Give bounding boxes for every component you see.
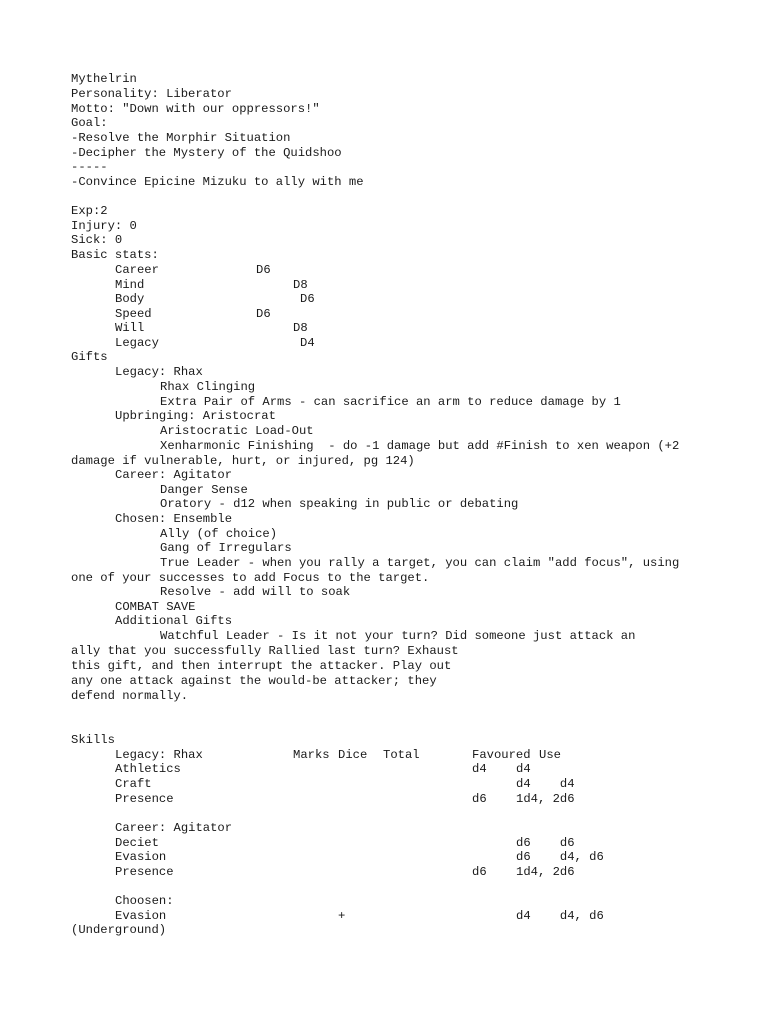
skills-column-header: Marks bbox=[293, 748, 330, 762]
gift-item-continued: ally that you successfully Rallied last turn? Exhaust bbox=[71, 644, 459, 658]
gift-item-continued: this gift, and then interrupt the attacker. Play out bbox=[71, 659, 452, 673]
gift-item-continued: defend normally. bbox=[71, 689, 189, 703]
goal-item: -Convince Epicine Mizuku to ally with me bbox=[71, 175, 364, 189]
gift-item: Rhax Clinging bbox=[160, 380, 256, 394]
skill-name: Presence bbox=[115, 865, 174, 879]
skill-name: Deciet bbox=[115, 836, 159, 850]
gifts-heading: Gifts bbox=[71, 350, 108, 364]
gift-category: Upbringing: Aristocrat bbox=[115, 409, 276, 423]
sick: Sick: 0 bbox=[71, 233, 123, 247]
skill-name: Presence bbox=[115, 792, 174, 806]
gift-item-continued: any one attack against the would-be attacker; they bbox=[71, 674, 437, 688]
gift-item: Resolve - add will to soak bbox=[160, 585, 351, 599]
stat-die: D6 bbox=[256, 263, 271, 277]
gift-item: Watchful Leader - Is it not your turn? Did someone just attack an bbox=[160, 629, 636, 643]
skill-favoured: d4 bbox=[472, 762, 487, 776]
stat-name: Speed bbox=[115, 307, 152, 321]
skill-marks: + bbox=[338, 909, 346, 923]
gift-item: Gang of Irregulars bbox=[160, 541, 292, 555]
skill-group-label: Legacy: Rhax bbox=[115, 748, 203, 762]
skill-favoured: d6 bbox=[472, 865, 487, 879]
gift-category: Additional Gifts bbox=[115, 614, 233, 628]
gift-item: Extra Pair of Arms - can sacrifice an arm to reduce damage by 1 bbox=[160, 395, 621, 409]
stat-name: Career bbox=[115, 263, 159, 277]
skill-note: (Underground) bbox=[71, 923, 167, 937]
gift-category: Career: Agitator bbox=[115, 468, 233, 482]
stat-die: D4 bbox=[300, 336, 315, 350]
skills-column-header: Dice bbox=[338, 748, 368, 762]
gift-item: Ally (of choice) bbox=[160, 527, 278, 541]
skill-name: Evasion bbox=[115, 850, 167, 864]
personality: Personality: Liberator bbox=[71, 87, 232, 101]
goal-item: -Resolve the Morphir Situation bbox=[71, 131, 291, 145]
gift-item-continued: damage if vulnerable, hurt, or injured, pg 124) bbox=[71, 454, 415, 468]
stat-die: D6 bbox=[256, 307, 271, 321]
gift-item: True Leader - when you rally a target, you can claim "add focus", using bbox=[160, 556, 680, 570]
skill-group-label: Career: Agitator bbox=[115, 821, 233, 835]
motto: Motto: "Down with our oppressors!" bbox=[71, 102, 320, 116]
skill-group-label: Choosen: bbox=[115, 894, 174, 908]
gift-item: Danger Sense bbox=[160, 483, 248, 497]
exp: Exp:2 bbox=[71, 204, 108, 218]
skill-use: d4 d4, d6 bbox=[516, 909, 604, 923]
skill-favoured: d6 bbox=[472, 792, 487, 806]
goal-separator: ----- bbox=[71, 160, 108, 174]
stat-name: Body bbox=[115, 292, 145, 306]
gift-item: Aristocratic Load-Out bbox=[160, 424, 314, 438]
skill-use: 1d4, 2d6 bbox=[516, 865, 575, 879]
gift-item: Xenharmonic Finishing - do -1 damage but add #Finish to xen weapon (+2 bbox=[160, 439, 680, 453]
skills-column-header: Favoured bbox=[472, 748, 531, 762]
gift-item: Oratory - d12 when speaking in public or debating bbox=[160, 497, 519, 511]
stat-name: Will bbox=[115, 321, 145, 335]
character-name: Mythelrin bbox=[71, 72, 137, 86]
combat-save: COMBAT SAVE bbox=[115, 600, 196, 614]
skill-name: Craft bbox=[115, 777, 152, 791]
skill-use: d4 bbox=[516, 762, 531, 776]
gift-category: Chosen: Ensemble bbox=[115, 512, 233, 526]
skills-column-header: Total bbox=[383, 748, 420, 762]
skills-heading: Skills bbox=[71, 733, 115, 747]
skill-use: d4 d4 bbox=[516, 777, 575, 791]
stat-die: D8 bbox=[293, 321, 308, 335]
goal-item: -Decipher the Mystery of the Quidshoo bbox=[71, 146, 342, 160]
basic-stats-heading: Basic stats: bbox=[71, 248, 159, 262]
skill-use: d6 d6 bbox=[516, 836, 575, 850]
skill-name: Athletics bbox=[115, 762, 181, 776]
stat-die: D8 bbox=[293, 278, 308, 292]
goal-heading: Goal: bbox=[71, 116, 108, 130]
skill-use: 1d4, 2d6 bbox=[516, 792, 575, 806]
injury: Injury: 0 bbox=[71, 219, 137, 233]
skill-use: d6 d4, d6 bbox=[516, 850, 604, 864]
skills-column-header: Use bbox=[539, 748, 561, 762]
skill-name: Evasion bbox=[115, 909, 167, 923]
stat-name: Mind bbox=[115, 278, 145, 292]
stat-name: Legacy bbox=[115, 336, 159, 350]
stat-die: D6 bbox=[300, 292, 315, 306]
gift-item-continued: one of your successes to add Focus to the target. bbox=[71, 571, 430, 585]
gift-category: Legacy: Rhax bbox=[115, 365, 203, 379]
